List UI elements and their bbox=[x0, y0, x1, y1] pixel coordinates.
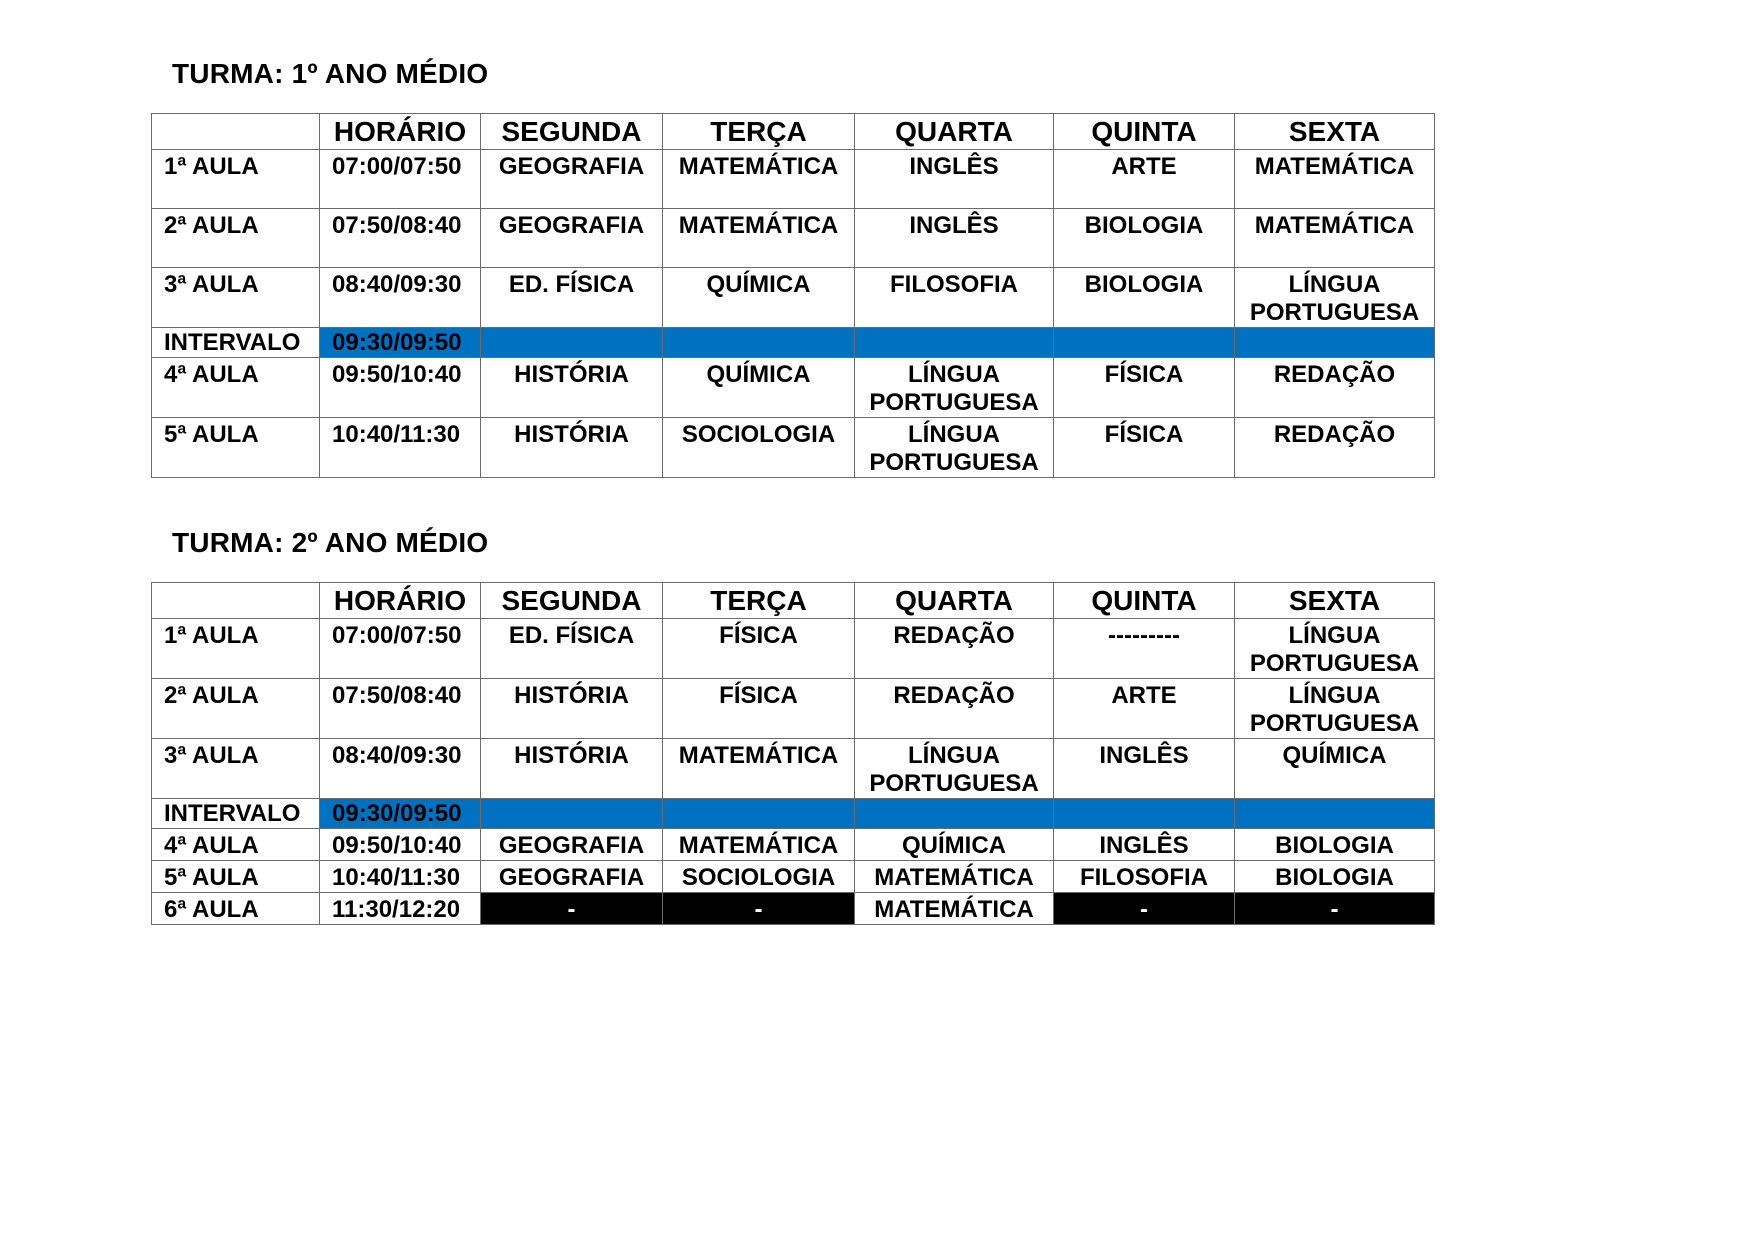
intervalo-row bbox=[152, 328, 1435, 358]
subject-cell: GEOGRAFIA bbox=[481, 150, 663, 209]
subject-cell: ARTE bbox=[1054, 150, 1235, 209]
header-cell-sexta: SEXTA bbox=[1235, 583, 1435, 619]
header-cell-quinta: QUINTA bbox=[1054, 583, 1235, 619]
intervalo-cell bbox=[855, 799, 1054, 829]
row-label: 3ª AULA bbox=[152, 268, 320, 328]
row-label: 5ª AULA bbox=[152, 861, 320, 893]
subject-cell: SOCIOLOGIA bbox=[663, 418, 855, 478]
header-cell-horario: HORÁRIO bbox=[320, 114, 481, 150]
blocked-cell: - bbox=[663, 893, 855, 925]
time-cell: 10:40/11:30 bbox=[320, 861, 481, 893]
header-cell-horario: HORÁRIO bbox=[320, 583, 481, 619]
subject-cell: LÍNGUA PORTUGUESA bbox=[855, 418, 1054, 478]
subject-cell: FÍSICA bbox=[1054, 358, 1235, 418]
subject-cell: FÍSICA bbox=[663, 679, 855, 739]
subject-cell: HISTÓRIA bbox=[481, 418, 663, 478]
time-cell: 08:40/09:30 bbox=[320, 739, 481, 799]
blocked-cell: - bbox=[1235, 893, 1435, 925]
subject-cell: QUÍMICA bbox=[663, 268, 855, 328]
time-cell: 09:50/10:40 bbox=[320, 358, 481, 418]
intervalo-cell bbox=[1054, 328, 1235, 358]
table-row bbox=[152, 150, 1435, 209]
subject-cell: HISTÓRIA bbox=[481, 358, 663, 418]
header-cell-empty bbox=[152, 114, 320, 150]
subject-cell: MATEMÁTICA bbox=[855, 861, 1054, 893]
subject-cell: BIOLOGIA bbox=[1054, 209, 1235, 268]
subject-cell: REDAÇÃO bbox=[855, 619, 1054, 679]
intervalo-row bbox=[152, 799, 1435, 829]
table-row bbox=[152, 619, 1435, 679]
header-cell-quinta: QUINTA bbox=[1054, 114, 1235, 150]
header-row bbox=[152, 114, 1435, 150]
subject-cell: MATEMÁTICA bbox=[1235, 150, 1435, 209]
subject-cell: MATEMÁTICA bbox=[663, 150, 855, 209]
row-label: INTERVALO bbox=[152, 328, 320, 358]
time-cell: 08:40/09:30 bbox=[320, 268, 481, 328]
row-label: 4ª AULA bbox=[152, 358, 320, 418]
subject-cell: REDAÇÃO bbox=[855, 679, 1054, 739]
intervalo-cell bbox=[663, 799, 855, 829]
intervalo-cell bbox=[481, 328, 663, 358]
header-cell-segunda: SEGUNDA bbox=[481, 583, 663, 619]
row-label: 1ª AULA bbox=[152, 619, 320, 679]
subject-cell: INGLÊS bbox=[1054, 739, 1235, 799]
subject-cell: MATEMÁTICA bbox=[1235, 209, 1435, 268]
subject-cell: FILOSOFIA bbox=[855, 268, 1054, 328]
subject-cell: BIOLOGIA bbox=[1235, 829, 1435, 861]
table-row bbox=[152, 893, 1435, 925]
subject-cell: MATEMÁTICA bbox=[663, 739, 855, 799]
subject-cell: --------- bbox=[1054, 619, 1235, 679]
subject-cell: REDAÇÃO bbox=[1235, 418, 1435, 478]
subject-cell: FÍSICA bbox=[1054, 418, 1235, 478]
intervalo-cell bbox=[1235, 328, 1435, 358]
subject-cell: REDAÇÃO bbox=[1235, 358, 1435, 418]
subject-cell: GEOGRAFIA bbox=[481, 209, 663, 268]
subject-cell: BIOLOGIA bbox=[1054, 268, 1235, 328]
header-cell-sexta: SEXTA bbox=[1235, 114, 1435, 150]
header-cell-terca: TERÇA bbox=[663, 583, 855, 619]
subject-cell: ED. FÍSICA bbox=[481, 619, 663, 679]
subject-cell: MATEMÁTICA bbox=[663, 829, 855, 861]
row-label: 3ª AULA bbox=[152, 739, 320, 799]
subject-cell: SOCIOLOGIA bbox=[663, 861, 855, 893]
header-cell-empty bbox=[152, 583, 320, 619]
subject-cell: QUÍMICA bbox=[1235, 739, 1435, 799]
intervalo-cell bbox=[663, 328, 855, 358]
subject-cell: ARTE bbox=[1054, 679, 1235, 739]
time-cell: 09:30/09:50 bbox=[320, 328, 481, 358]
blocked-cell: - bbox=[1054, 893, 1235, 925]
time-cell: 09:50/10:40 bbox=[320, 829, 481, 861]
subject-cell: MATEMÁTICA bbox=[855, 893, 1054, 925]
schedule-table-2ano bbox=[151, 582, 1435, 925]
table-row bbox=[152, 268, 1435, 328]
time-cell: 10:40/11:30 bbox=[320, 418, 481, 478]
subject-cell: GEOGRAFIA bbox=[481, 829, 663, 861]
table-row bbox=[152, 679, 1435, 739]
header-cell-segunda: SEGUNDA bbox=[481, 114, 663, 150]
subject-cell: QUÍMICA bbox=[663, 358, 855, 418]
row-label: 1ª AULA bbox=[152, 150, 320, 209]
subject-cell: FILOSOFIA bbox=[1054, 861, 1235, 893]
subject-cell: ED. FÍSICA bbox=[481, 268, 663, 328]
intervalo-cell bbox=[1054, 799, 1235, 829]
blocked-cell: - bbox=[481, 893, 663, 925]
subject-cell: MATEMÁTICA bbox=[663, 209, 855, 268]
row-label: 6ª AULA bbox=[152, 893, 320, 925]
table-row bbox=[152, 418, 1435, 478]
subject-cell: LÍNGUA PORTUGUESA bbox=[855, 739, 1054, 799]
subject-cell: LÍNGUA PORTUGUESA bbox=[855, 358, 1054, 418]
time-cell: 11:30/12:20 bbox=[320, 893, 481, 925]
section-title-1ano: TURMA: 1º ANO MÉDIO bbox=[172, 58, 489, 89]
time-cell: 07:50/08:40 bbox=[320, 679, 481, 739]
table-row bbox=[152, 209, 1435, 268]
subject-cell: BIOLOGIA bbox=[1235, 861, 1435, 893]
subject-cell: QUÍMICA bbox=[855, 829, 1054, 861]
subject-cell: HISTÓRIA bbox=[481, 739, 663, 799]
subject-cell: INGLÊS bbox=[1054, 829, 1235, 861]
time-cell: 07:00/07:50 bbox=[320, 619, 481, 679]
row-label: INTERVALO bbox=[152, 799, 320, 829]
subject-cell: INGLÊS bbox=[855, 209, 1054, 268]
subject-cell: FÍSICA bbox=[663, 619, 855, 679]
row-label: 2ª AULA bbox=[152, 679, 320, 739]
table-row bbox=[152, 861, 1435, 893]
intervalo-cell bbox=[855, 328, 1054, 358]
subject-cell: LÍNGUA PORTUGUESA bbox=[1235, 619, 1435, 679]
intervalo-cell bbox=[481, 799, 663, 829]
subject-cell: LÍNGUA PORTUGUESA bbox=[1235, 679, 1435, 739]
subject-cell: HISTÓRIA bbox=[481, 679, 663, 739]
section-title-2ano: TURMA: 2º ANO MÉDIO bbox=[172, 527, 489, 558]
table-row bbox=[152, 739, 1435, 799]
intervalo-cell bbox=[1235, 799, 1435, 829]
row-label: 2ª AULA bbox=[152, 209, 320, 268]
row-label: 5ª AULA bbox=[152, 418, 320, 478]
header-cell-terca: TERÇA bbox=[663, 114, 855, 150]
row-label: 4ª AULA bbox=[152, 829, 320, 861]
header-row bbox=[152, 583, 1435, 619]
table-row bbox=[152, 358, 1435, 418]
time-cell: 07:00/07:50 bbox=[320, 150, 481, 209]
subject-cell: GEOGRAFIA bbox=[481, 861, 663, 893]
schedule-table-1ano bbox=[151, 113, 1435, 478]
subject-cell: LÍNGUA PORTUGUESA bbox=[1235, 268, 1435, 328]
time-cell: 09:30/09:50 bbox=[320, 799, 481, 829]
header-cell-quarta: QUARTA bbox=[855, 583, 1054, 619]
time-cell: 07:50/08:40 bbox=[320, 209, 481, 268]
subject-cell: INGLÊS bbox=[855, 150, 1054, 209]
table-row bbox=[152, 829, 1435, 861]
header-cell-quarta: QUARTA bbox=[855, 114, 1054, 150]
